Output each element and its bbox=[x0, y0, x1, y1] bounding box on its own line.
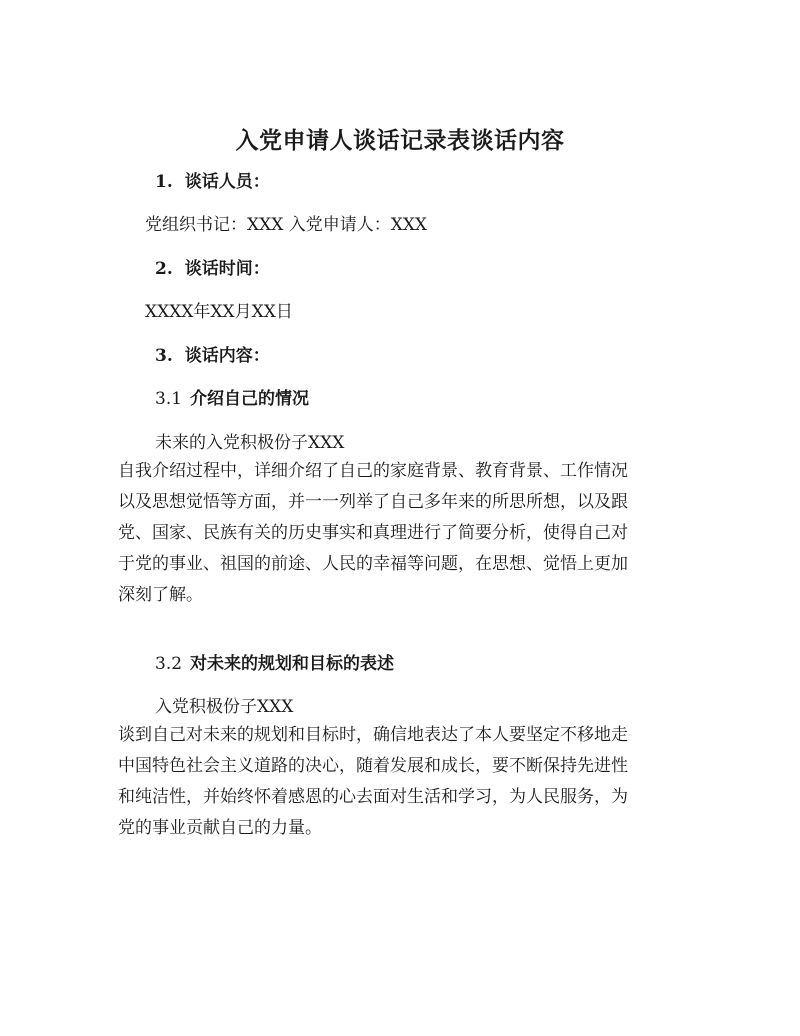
subsection-3-1-heading bbox=[155, 384, 309, 409]
section-1-title: 谈话人员： bbox=[184, 172, 270, 192]
subsection-3-1-number: 3.1 bbox=[155, 389, 183, 409]
section-3-title: 谈话内容： bbox=[184, 346, 270, 366]
subsection-3-2-heading bbox=[155, 649, 394, 674]
subsection-3-2-number: 3.2 bbox=[155, 654, 183, 674]
paragraph-line: 党、国家、民族有关的历史事实和真理进行了简要分析，使得自己对 bbox=[118, 523, 628, 543]
document-title: 入党申请人谈话记录表谈话内容 bbox=[235, 127, 565, 154]
paragraph-line: 自我介绍过程中，详细介绍了自己的家庭背景、教育背景、工作情况 bbox=[118, 461, 628, 481]
subsection-3-2-speaker: 入党积极份子XXX bbox=[155, 697, 294, 717]
paragraph-line: 中国特色社会主义道路的决心，随着发展和成长，要不断保持先进性 bbox=[118, 756, 628, 776]
section-2-content: XXXX年XX月XX日 bbox=[145, 302, 293, 322]
section-2-heading bbox=[155, 254, 270, 279]
section-3-heading bbox=[155, 341, 270, 366]
paragraph-line: 谈到自己对未来的规划和目标时，确信地表达了本人要坚定不移地走 bbox=[118, 725, 628, 745]
section-1-heading bbox=[155, 167, 270, 192]
subsection-3-1-speaker: 未来的入党积极份子XXX bbox=[155, 433, 345, 453]
paragraph-line: 党的事业贡献自己的力量。 bbox=[118, 818, 322, 838]
subsection-3-1-title: 介绍自己的情况 bbox=[190, 389, 310, 409]
paragraph-line: 和纯洁性，并始终怀着感恩的心去面对生活和学习，为人民服务，为 bbox=[118, 787, 628, 807]
section-3-number: 3. bbox=[155, 346, 173, 366]
paragraph-line: 于党的事业、祖国的前途、人民的幸福等问题，在思想、觉悟上更加 bbox=[118, 554, 628, 574]
subsection-3-2-title: 对未来的规划和目标的表述 bbox=[190, 654, 395, 674]
paragraph-line: 深刻了解。 bbox=[118, 585, 203, 605]
subsection-3-2-paragraph bbox=[118, 720, 678, 844]
section-1-number: 1. bbox=[155, 172, 173, 192]
section-1-content: 党组织书记：XXX 入党申请人：XXX bbox=[145, 215, 428, 235]
section-2-number: 2. bbox=[155, 259, 173, 279]
paragraph-line: 以及思想觉悟等方面，并一一列举了自己多年来的所思所想，以及跟 bbox=[118, 492, 628, 512]
section-2-title: 谈话时间： bbox=[184, 259, 270, 279]
subsection-3-1-paragraph bbox=[118, 456, 678, 611]
